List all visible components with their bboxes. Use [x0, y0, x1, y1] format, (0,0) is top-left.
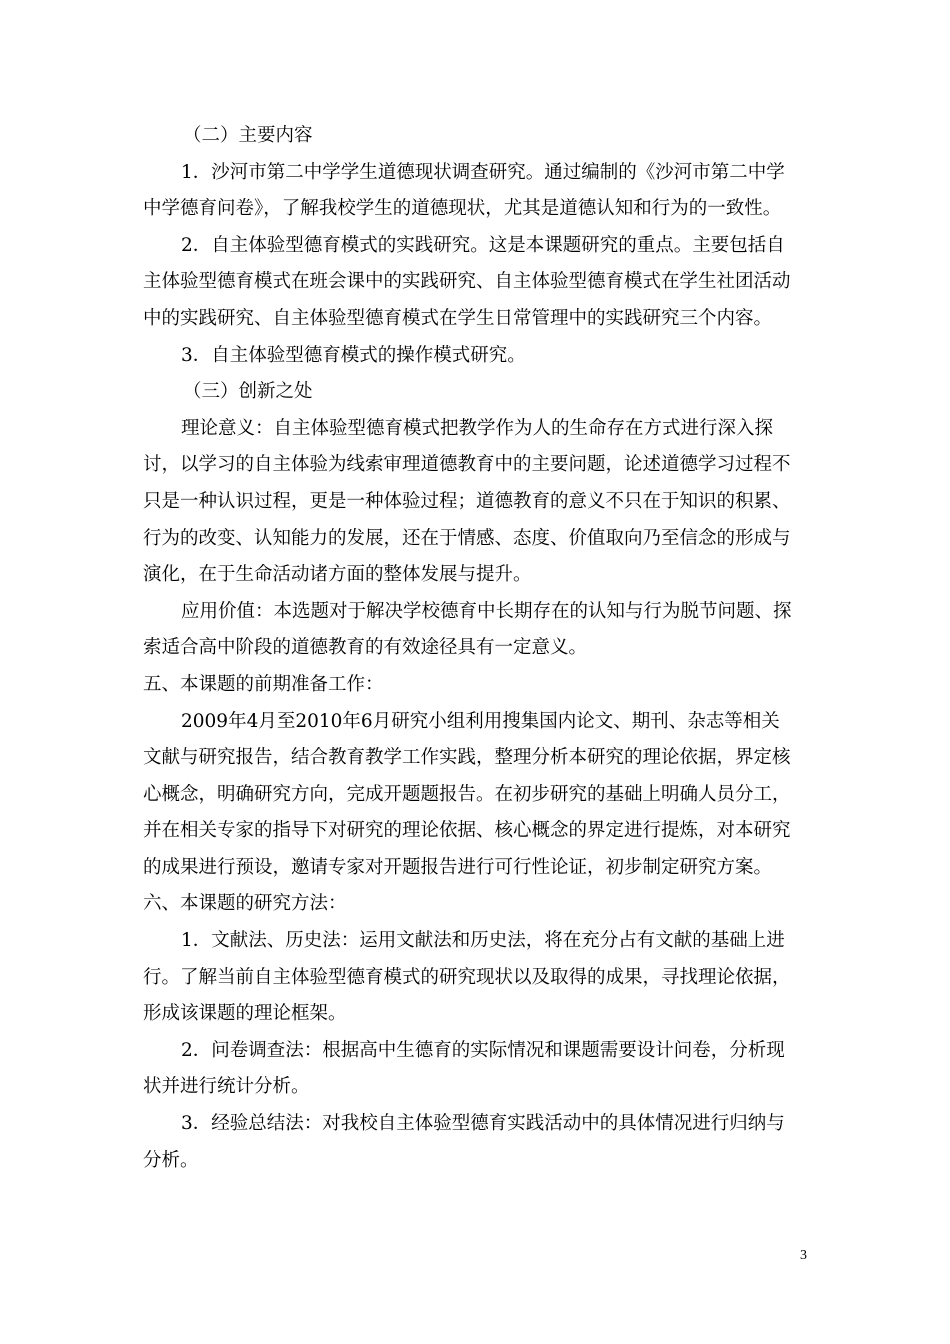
- paragraph-line: 2009年4月至2010年6月研究小组利用搜集国内论文、期刊、杂志等相关: [181, 710, 780, 732]
- paragraph-line: 1．沙河市第二中学学生道德现状调查研究。通过编制的《沙河市第二中学: [181, 161, 785, 183]
- paragraph-line: 主体验型德育模式在班会课中的实践研究、自主体验型德育模式在学生社团活动: [143, 271, 791, 293]
- section-heading-main-content: （二）主要内容: [183, 125, 313, 146]
- paragraph-line: 分析。: [143, 1149, 199, 1171]
- paragraph-line: 文献与研究报告，结合教育教学工作实践，整理分析本研究的理论依据，界定核: [143, 747, 791, 769]
- paragraph-line: 行为的改变、认知能力的发展，还在于情感、态度、价值取向乃至信念的形成与: [143, 527, 791, 549]
- page-number: 3: [800, 1248, 807, 1263]
- paragraph-line: 2．自主体验型德育模式的实践研究。这是本课题研究的重点。主要包括自: [181, 234, 785, 256]
- paragraph-line: 行。了解当前自主体验型德育模式的研究现状以及取得的成果，寻找理论依据，: [143, 966, 791, 988]
- paragraph-line: 理论意义：自主体验型德育模式把教学作为人的生命存在方式进行深入探: [181, 417, 774, 439]
- paragraph-line: 的成果进行预设，邀请专家对开题报告进行可行性论证，初步制定研究方案。: [143, 856, 773, 878]
- paragraph-line: 应用价值：本选题对于解决学校德育中长期存在的认知与行为脱节问题、探: [181, 600, 792, 622]
- paragraph-line: 3．自主体验型德育模式的操作模式研究。: [181, 344, 526, 366]
- paragraph-line: 1．文献法、历史法：运用文献法和历史法，将在充分占有文献的基础上进: [181, 930, 785, 952]
- paragraph-line: 中学德育问卷》，了解我校学生的道德现状，尤其是道德认知和行为的一致性。: [143, 198, 782, 220]
- paragraph-line: 并在相关专家的指导下对研究的理论依据、核心概念的界定进行提炼，对本研究: [143, 820, 791, 842]
- paragraph-line: 2．问卷调查法：根据高中生德育的实际情况和课题需要设计问卷，分析现: [181, 1039, 785, 1061]
- paragraph-line: 中的实践研究、自主体验型德育模式在学生日常管理中的实践研究三个内容。: [143, 307, 773, 329]
- section-heading-preparation: 五、本课题的前期准备工作：: [143, 673, 384, 695]
- paragraph-line: 索适合高中阶段的道德教育的有效途径具有一定意义。: [143, 637, 588, 659]
- section-heading-methods: 六、本课题的研究方法：: [143, 893, 347, 915]
- paragraph-line: 只是一种认识过程，更是一种体验过程；道德教育的意义不只在于知识的积累、: [143, 490, 791, 512]
- paragraph-line: 状并进行统计分析。: [143, 1076, 310, 1098]
- paragraph-line: 讨，以学习的自主体验为线索审理道德教育中的主要问题，论述道德学习过程不: [143, 454, 791, 476]
- paragraph-line: 3．经验总结法：对我校自主体验型德育实践活动中的具体情况进行归纳与: [181, 1113, 785, 1135]
- paragraph-line: 演化，在于生命活动诸方面的整体发展与提升。: [143, 564, 532, 586]
- section-heading-innovation: （三）创新之处: [183, 381, 313, 403]
- document-body: [143, 118, 813, 1179]
- paragraph-line: 心概念，明确研究方向，完成开题题报告。在初步研究的基础上明确人员分工，: [143, 783, 791, 805]
- paragraph-line: 形成该课题的理论框架。: [143, 1003, 347, 1025]
